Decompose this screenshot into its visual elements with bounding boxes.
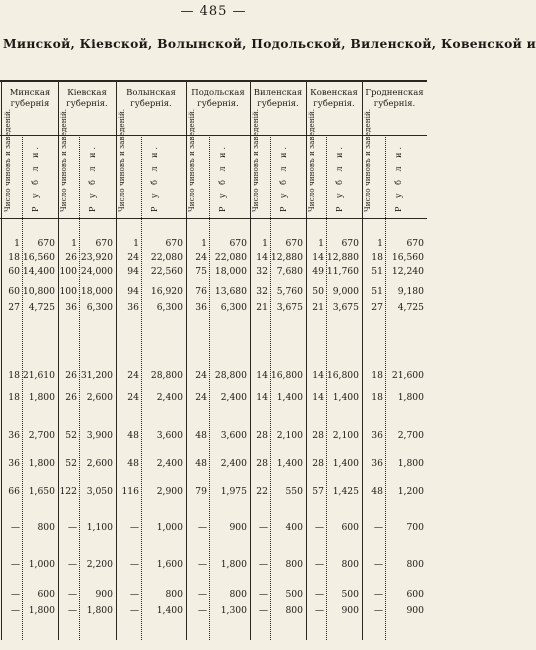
count-cell: 24 [127, 392, 139, 403]
rubles-cell: 3,675 [332, 302, 359, 313]
count-cell: 18 [8, 252, 20, 263]
rubles-cell: 670 [406, 238, 424, 249]
rubles-cell: 600 [406, 589, 424, 600]
rubles-cell: 2,900 [156, 486, 183, 497]
rubles-cell: 2,400 [156, 458, 183, 469]
rubles-cell: 550 [285, 486, 303, 497]
rubles-cell: 11,760 [326, 266, 359, 277]
count-subheader: Число чиновъ и заведеній. [117, 108, 126, 212]
rubles-subheader: Р у б л и. [218, 143, 227, 212]
count-cell: — [314, 522, 324, 533]
rubles-cell: 7,680 [276, 266, 303, 277]
rubles-cell: 1,800 [220, 559, 247, 570]
count-cell: 28 [256, 458, 268, 469]
rubles-cell: 16,920 [150, 286, 183, 297]
count-cell: 14 [256, 252, 268, 263]
count-subheader: Число чиновъ и заведеній. [59, 108, 68, 212]
rubles-cell: 1,800 [28, 392, 55, 403]
rubles-cell: 800 [37, 522, 55, 533]
count-cell: 48 [195, 430, 207, 441]
rubles-cell: 1,200 [397, 486, 424, 497]
rubles-cell: 1,400 [332, 458, 359, 469]
count-cell: 32 [256, 286, 268, 297]
count-cell: 14 [312, 252, 324, 263]
rubles-cell: 12,880 [326, 252, 359, 263]
rubles-cell: 800 [165, 589, 183, 600]
count-cell: 21 [312, 302, 324, 313]
rubles-cell: 6,300 [86, 302, 113, 313]
count-cell: 36 [8, 458, 20, 469]
count-cell: 48 [127, 458, 139, 469]
count-cell: 49 [312, 266, 324, 277]
count-cell: — [67, 522, 77, 533]
rubles-cell: 900 [229, 522, 247, 533]
count-cell: — [129, 522, 139, 533]
count-cell: 18 [371, 392, 383, 403]
rubles-cell: 1,400 [332, 392, 359, 403]
rubles-cell: 3,050 [86, 486, 113, 497]
count-cell: — [258, 559, 268, 570]
rubles-cell: 1,800 [86, 605, 113, 616]
count-cell: 26 [65, 252, 77, 263]
rubles-cell: 1,600 [156, 559, 183, 570]
count-cell: 48 [371, 486, 383, 497]
count-cell: — [67, 589, 77, 600]
count-cell: 26 [65, 392, 77, 403]
rubles-cell: 22,560 [150, 266, 183, 277]
count-cell: 1 [14, 238, 20, 249]
count-cell: — [373, 589, 383, 600]
count-cell: 18 [371, 252, 383, 263]
rubles-cell: 16,800 [326, 370, 359, 381]
count-cell: 26 [65, 370, 77, 381]
count-cell: 1 [133, 238, 139, 249]
count-cell: 1 [262, 238, 268, 249]
rubles-subheader: Р у б л и. [31, 143, 40, 212]
count-cell: 36 [195, 302, 207, 313]
count-cell: 27 [371, 302, 383, 313]
count-cell: 76 [195, 286, 207, 297]
count-cell: 94 [127, 266, 139, 277]
rubles-cell: 1,975 [220, 486, 247, 497]
rubles-cell: 900 [95, 589, 113, 600]
count-cell: 36 [8, 430, 20, 441]
count-cell: 24 [127, 252, 139, 263]
count-cell: — [314, 589, 324, 600]
rubles-cell: 1,400 [156, 605, 183, 616]
count-cell: 14 [312, 370, 324, 381]
rubles-cell: 16,800 [270, 370, 303, 381]
page-number: — 485 — [180, 4, 247, 19]
table-left-border [1, 80, 2, 640]
count-cell: — [197, 559, 207, 570]
rubles-cell: 1,800 [397, 392, 424, 403]
count-cell: — [373, 559, 383, 570]
rubles-cell: 670 [285, 238, 303, 249]
province-header: Виленская губернія. [253, 88, 303, 109]
rubles-cell: 1,650 [28, 486, 55, 497]
count-cell: 24 [195, 392, 207, 403]
rubles-cell: 4,725 [28, 302, 55, 313]
count-cell: 48 [127, 430, 139, 441]
count-cell: 14 [256, 370, 268, 381]
count-cell: — [129, 559, 139, 570]
rubles-cell: 1,300 [220, 605, 247, 616]
rubles-cell: 900 [406, 605, 424, 616]
rubles-cell: 14,400 [22, 266, 55, 277]
count-cell: — [67, 605, 77, 616]
rubles-cell: 800 [285, 605, 303, 616]
count-cell: 18 [371, 370, 383, 381]
rubles-cell: 670 [165, 238, 183, 249]
count-cell: 66 [8, 486, 20, 497]
rubles-cell: 800 [341, 559, 359, 570]
count-cell: — [258, 605, 268, 616]
rubles-cell: 21,600 [391, 370, 424, 381]
count-cell: 116 [121, 486, 139, 497]
rubles-cell: 31,200 [80, 370, 113, 381]
rubles-cell: 9,000 [332, 286, 359, 297]
rubles-cell: 18,000 [214, 266, 247, 277]
count-cell: 50 [312, 286, 324, 297]
rubles-cell: 1,425 [332, 486, 359, 497]
count-cell: 60 [8, 266, 20, 277]
rubles-cell: 1,800 [28, 605, 55, 616]
count-cell: 100 [59, 266, 77, 277]
rubles-cell: 1,400 [276, 458, 303, 469]
rubles-cell: 800 [229, 589, 247, 600]
province-header: Гродненская губернія. [365, 88, 424, 109]
count-cell: — [197, 589, 207, 600]
rubles-subheader: Р у б л и. [335, 143, 344, 212]
count-cell: 27 [8, 302, 20, 313]
count-cell: — [314, 559, 324, 570]
rubles-cell: 2,400 [156, 392, 183, 403]
rubles-cell: 12,880 [270, 252, 303, 263]
rubles-cell: 1,000 [156, 522, 183, 533]
rubles-cell: 28,800 [150, 370, 183, 381]
rubles-cell: 28,800 [214, 370, 247, 381]
rubles-cell: 600 [341, 522, 359, 533]
rubles-cell: 2,400 [220, 458, 247, 469]
rubles-cell: 700 [406, 522, 424, 533]
province-header: Подольская губернія. [191, 88, 245, 109]
count-cell: 14 [256, 392, 268, 403]
rubles-cell: 6,300 [156, 302, 183, 313]
rubles-cell: 670 [95, 238, 113, 249]
rubles-cell: 9,180 [397, 286, 424, 297]
count-subheader: Число чиновъ и заведеній. [251, 108, 260, 212]
rubles-cell: 1,800 [28, 458, 55, 469]
count-cell: 22 [256, 486, 268, 497]
rubles-cell: 800 [406, 559, 424, 570]
count-cell: 51 [371, 286, 383, 297]
rubles-subheader: Р у б л и. [150, 143, 159, 212]
count-cell: 36 [371, 458, 383, 469]
rubles-cell: 2,200 [86, 559, 113, 570]
rubles-subheader: Р у б л и. [279, 143, 288, 212]
rubles-cell: 900 [341, 605, 359, 616]
rubles-cell: 12,240 [391, 266, 424, 277]
count-cell: — [258, 522, 268, 533]
count-cell: 52 [65, 458, 77, 469]
count-cell: 122 [59, 486, 77, 497]
rubles-cell: 670 [37, 238, 55, 249]
count-subheader: Число чиновъ и заведеній. [307, 108, 316, 212]
count-cell: 32 [256, 266, 268, 277]
count-cell: — [129, 605, 139, 616]
rubles-cell: 22,080 [150, 252, 183, 263]
count-cell: 36 [127, 302, 139, 313]
rubles-cell: 4,725 [397, 302, 424, 313]
rubles-cell: 3,675 [276, 302, 303, 313]
rubles-cell: 5,760 [276, 286, 303, 297]
count-cell: 79 [195, 486, 207, 497]
count-cell: 18 [8, 370, 20, 381]
count-cell: 24 [195, 370, 207, 381]
count-cell: — [10, 559, 20, 570]
count-subheader: Число чиновъ и заведеній. [187, 108, 196, 212]
rubles-cell: 500 [341, 589, 359, 600]
count-cell: 60 [8, 286, 20, 297]
rubles-cell: 18,000 [80, 286, 113, 297]
count-cell: — [197, 605, 207, 616]
rubles-cell: 13,680 [214, 286, 247, 297]
rubles-cell: 2,100 [332, 430, 359, 441]
rubles-cell: 16,560 [22, 252, 55, 263]
count-cell: 94 [127, 286, 139, 297]
count-cell: 1 [201, 238, 207, 249]
rubles-cell: 670 [341, 238, 359, 249]
count-cell: 51 [371, 266, 383, 277]
rubles-cell: 1,000 [28, 559, 55, 570]
rubles-cell: 800 [285, 559, 303, 570]
rubles-cell: 3,600 [220, 430, 247, 441]
count-cell: — [10, 589, 20, 600]
count-cell: — [258, 589, 268, 600]
count-cell: 1 [318, 238, 324, 249]
rubles-cell: 500 [285, 589, 303, 600]
rubles-subheader: Р у б л и. [88, 143, 97, 212]
rubles-cell: 600 [37, 589, 55, 600]
rubles-cell: 16,560 [391, 252, 424, 263]
rubles-cell: 670 [229, 238, 247, 249]
count-cell: 28 [256, 430, 268, 441]
count-cell: 52 [65, 430, 77, 441]
rubles-cell: 1,800 [397, 458, 424, 469]
rubles-subheader: Р у б л и. [394, 143, 403, 212]
count-cell: 21 [256, 302, 268, 313]
rubles-cell: 21,610 [22, 370, 55, 381]
rubles-cell: 2,100 [276, 430, 303, 441]
rubles-cell: 2,400 [220, 392, 247, 403]
count-cell: — [373, 522, 383, 533]
rubles-cell: 3,600 [156, 430, 183, 441]
count-cell: — [129, 589, 139, 600]
count-cell: 57 [312, 486, 324, 497]
province-header: Ковенская губернія. [310, 88, 358, 109]
rubles-cell: 2,600 [86, 392, 113, 403]
count-cell: 36 [65, 302, 77, 313]
count-cell: — [314, 605, 324, 616]
rubles-cell: 400 [285, 522, 303, 533]
count-cell: — [10, 522, 20, 533]
statistics-table [0, 80, 427, 650]
rubles-cell: 6,300 [220, 302, 247, 313]
rubles-cell: 2,600 [86, 458, 113, 469]
count-subheader: Число чиновъ и заведеній. [363, 108, 372, 212]
rubles-cell: 2,700 [28, 430, 55, 441]
count-cell: 1 [71, 238, 77, 249]
count-cell: 36 [371, 430, 383, 441]
count-cell: — [67, 559, 77, 570]
count-cell: 48 [195, 458, 207, 469]
rubles-cell: 1,400 [276, 392, 303, 403]
count-cell: — [10, 605, 20, 616]
count-cell: — [197, 522, 207, 533]
count-cell: 28 [312, 458, 324, 469]
rubles-cell: 24,000 [80, 266, 113, 277]
count-cell: 24 [127, 370, 139, 381]
province-header: Волынская губернія. [126, 88, 176, 109]
rubles-cell: 1,100 [86, 522, 113, 533]
rubles-cell: 3,900 [86, 430, 113, 441]
page-headline: Минской, Кіевской, Волынской, Подольской, Виленской, Ковенской и [3, 36, 536, 51]
count-cell: 14 [312, 392, 324, 403]
rubles-cell: 10,800 [22, 286, 55, 297]
rubles-cell: 2,700 [397, 430, 424, 441]
count-cell: 1 [377, 238, 383, 249]
province-header: Кіевская губернія. [66, 88, 108, 109]
rubles-cell: 22,080 [214, 252, 247, 263]
rubles-cell: 23,920 [80, 252, 113, 263]
count-cell: — [373, 605, 383, 616]
count-cell: 18 [8, 392, 20, 403]
count-cell: 75 [195, 266, 207, 277]
count-cell: 28 [312, 430, 324, 441]
count-subheader: Число чиновъ и заведеній. [3, 108, 12, 212]
province-header: Минская губернія [9, 88, 51, 109]
count-cell: 100 [59, 286, 77, 297]
count-cell: 24 [195, 252, 207, 263]
